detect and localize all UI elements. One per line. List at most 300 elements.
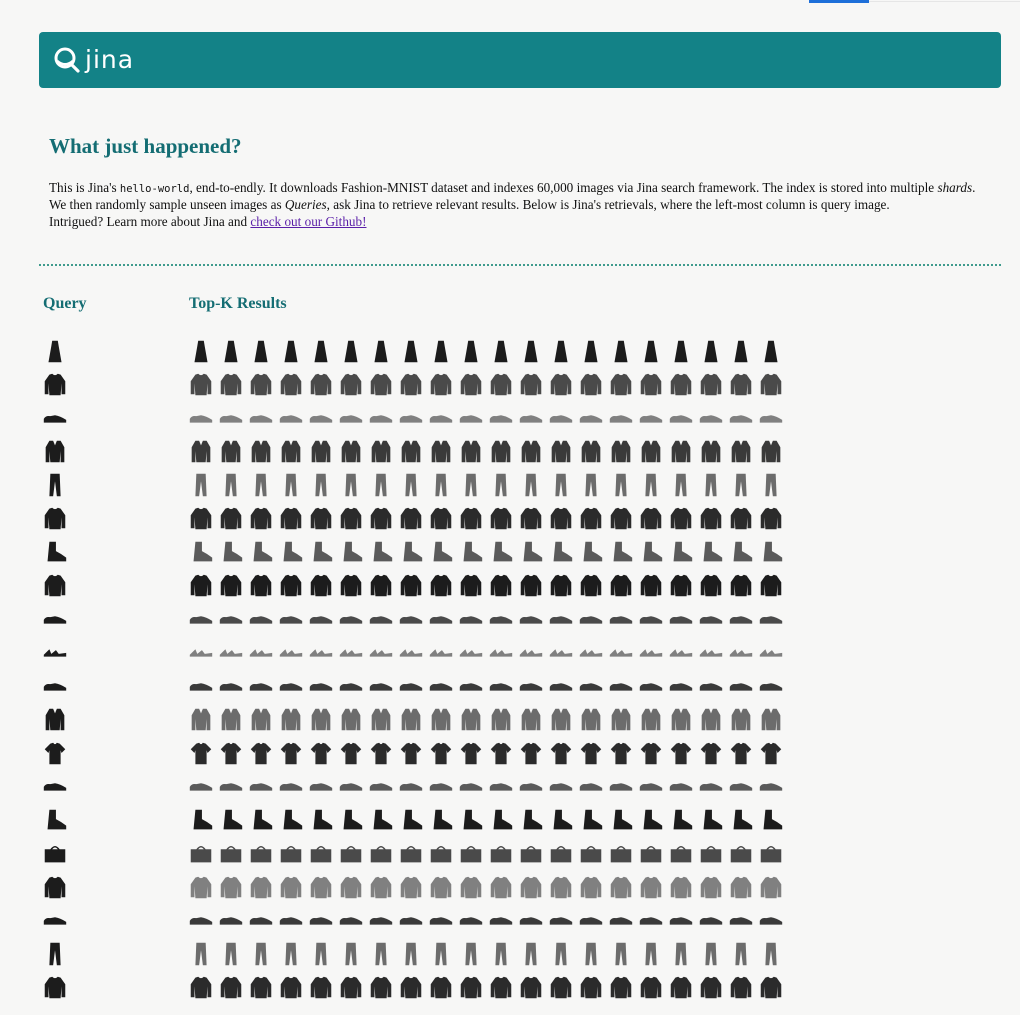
result-thumbnail-ankle-boot (546, 805, 576, 835)
result-thumbnail-pullover (546, 570, 576, 600)
result-thumbnail-trouser (756, 939, 786, 969)
result-thumbnail-sneaker (396, 403, 426, 433)
result-thumbnail-ankle-boot (396, 537, 426, 567)
result-thumbnail-pullover (486, 872, 516, 902)
result-thumbnail-pullover (186, 972, 216, 1002)
result-thumbnail-ankle-boot (186, 805, 216, 835)
result-thumbnail-pullover (486, 369, 516, 399)
query-row (40, 803, 70, 837)
result-thumbnail-sneaker (486, 403, 516, 433)
result-thumbnail-sneaker (636, 771, 666, 801)
result-thumbnail-sneaker (456, 403, 486, 433)
result-thumbnail-sneaker (606, 905, 636, 935)
result-thumbnail-dress (606, 336, 636, 366)
result-thumbnail-sneaker (186, 771, 216, 801)
result-thumbnail-coat (396, 704, 426, 734)
result-thumbnail-sandal (636, 637, 666, 667)
result-thumbnail-pullover (756, 570, 786, 600)
result-thumbnail-pullover (666, 369, 696, 399)
result-thumbnail-pullover (426, 503, 456, 533)
result-thumbnail-pullover (546, 369, 576, 399)
query-row (40, 971, 70, 1005)
result-thumbnail-sneaker (426, 905, 456, 935)
result-thumbnail-bag (666, 838, 696, 868)
result-thumbnail-sneaker (756, 905, 786, 935)
result-thumbnail-sneaker (606, 671, 636, 701)
result-thumbnail-pullover (276, 369, 306, 399)
result-thumbnail-coat (726, 436, 756, 466)
result-thumbnail-sneaker (366, 771, 396, 801)
query-row (40, 401, 70, 435)
result-thumbnail-shirt (516, 738, 546, 768)
result-row (186, 535, 786, 569)
result-thumbnail-pullover (636, 369, 666, 399)
result-thumbnail-pullover (336, 369, 366, 399)
result-thumbnail-sandal (576, 637, 606, 667)
result-thumbnail-sneaker (216, 403, 246, 433)
result-thumbnail-coat (636, 704, 666, 734)
result-thumbnail-pullover (186, 369, 216, 399)
result-thumbnail-sneaker (576, 671, 606, 701)
result-thumbnail-sneaker (696, 671, 726, 701)
result-thumbnail-pullover (516, 872, 546, 902)
result-thumbnail-shirt (576, 738, 606, 768)
result-thumbnail-sandal (186, 637, 216, 667)
result-thumbnail-bag (756, 838, 786, 868)
result-thumbnail-shirt (726, 738, 756, 768)
result-thumbnail-sandal (276, 637, 306, 667)
result-thumbnail-coat (696, 436, 726, 466)
result-thumbnail-pullover (576, 872, 606, 902)
result-thumbnail-ankle-boot (486, 537, 516, 567)
result-thumbnail-dress (336, 336, 366, 366)
result-thumbnail-coat (516, 704, 546, 734)
result-thumbnail-sneaker (366, 905, 396, 935)
result-thumbnail-trouser (276, 939, 306, 969)
result-thumbnail-coat (576, 436, 606, 466)
result-thumbnail-sneaker (426, 771, 456, 801)
query-thumbnail-sneaker (40, 604, 70, 634)
result-thumbnail-pullover (336, 570, 366, 600)
result-thumbnail-sneaker (516, 905, 546, 935)
result-thumbnail-shirt (366, 738, 396, 768)
query-thumbnail-pullover (40, 503, 70, 533)
result-thumbnail-sneaker (336, 905, 366, 935)
result-thumbnail-pullover (336, 872, 366, 902)
result-thumbnail-pullover (456, 972, 486, 1002)
result-thumbnail-bag (486, 838, 516, 868)
result-thumbnail-dress (186, 336, 216, 366)
result-thumbnail-bag (306, 838, 336, 868)
logo-text: jina (85, 44, 135, 74)
result-thumbnail-sneaker (576, 771, 606, 801)
result-thumbnail-sneaker (666, 771, 696, 801)
result-thumbnail-sneaker (306, 771, 336, 801)
query-thumbnail-sandal (40, 637, 70, 667)
result-thumbnail-bag (366, 838, 396, 868)
result-thumbnail-coat (396, 436, 426, 466)
result-thumbnail-pullover (696, 369, 726, 399)
results-grid (186, 334, 786, 1004)
result-thumbnail-sandal (486, 637, 516, 667)
query-row (40, 736, 70, 770)
query-row (40, 502, 70, 536)
query-row (40, 937, 70, 971)
result-thumbnail-pullover (576, 972, 606, 1002)
result-thumbnail-coat (366, 704, 396, 734)
result-thumbnail-sneaker (186, 403, 216, 433)
result-thumbnail-ankle-boot (726, 805, 756, 835)
query-row (40, 468, 70, 502)
query-thumbnail-coat (40, 436, 70, 466)
result-thumbnail-sneaker (696, 905, 726, 935)
result-thumbnail-trouser (546, 939, 576, 969)
result-thumbnail-sandal (756, 637, 786, 667)
result-thumbnail-sandal (696, 637, 726, 667)
result-thumbnail-pullover (636, 503, 666, 533)
result-thumbnail-ankle-boot (276, 537, 306, 567)
result-thumbnail-ankle-boot (216, 805, 246, 835)
query-thumbnail-pullover (40, 369, 70, 399)
result-thumbnail-ankle-boot (696, 805, 726, 835)
result-thumbnail-trouser (516, 939, 546, 969)
result-thumbnail-shirt (306, 738, 336, 768)
result-thumbnail-sneaker (606, 771, 636, 801)
result-thumbnail-dress (636, 336, 666, 366)
result-thumbnail-shirt (636, 738, 666, 768)
result-thumbnail-trouser (666, 939, 696, 969)
result-thumbnail-sneaker (726, 403, 756, 433)
result-row (186, 837, 786, 871)
result-thumbnail-sneaker (456, 671, 486, 701)
result-thumbnail-ankle-boot (306, 537, 336, 567)
result-thumbnail-pullover (426, 369, 456, 399)
result-thumbnail-sneaker (666, 403, 696, 433)
result-row (186, 669, 786, 703)
result-thumbnail-pullover (546, 872, 576, 902)
result-thumbnail-pullover (696, 872, 726, 902)
result-thumbnail-pullover (636, 570, 666, 600)
result-thumbnail-sandal (606, 637, 636, 667)
result-thumbnail-pullover (246, 503, 276, 533)
result-thumbnail-trouser (306, 939, 336, 969)
result-row (186, 435, 786, 469)
query-thumbnail-ankle-boot (40, 537, 70, 567)
result-thumbnail-ankle-boot (636, 805, 666, 835)
result-thumbnail-coat (666, 436, 696, 466)
result-row (186, 736, 786, 770)
result-thumbnail-pullover (186, 872, 216, 902)
jina-logo[interactable] (53, 46, 134, 74)
result-thumbnail-sneaker (486, 905, 516, 935)
result-thumbnail-trouser (486, 939, 516, 969)
result-thumbnail-sneaker (696, 604, 726, 634)
result-thumbnail-pullover (456, 369, 486, 399)
query-row (40, 535, 70, 569)
query-row (40, 870, 70, 904)
result-thumbnail-trouser (726, 939, 756, 969)
result-thumbnail-pullover (486, 972, 516, 1002)
result-thumbnail-pullover (486, 570, 516, 600)
github-link[interactable]: check out our Github! (250, 213, 367, 229)
result-thumbnail-pullover (516, 503, 546, 533)
result-thumbnail-pullover (606, 972, 636, 1002)
result-thumbnail-dress (576, 336, 606, 366)
result-thumbnail-pullover (636, 872, 666, 902)
result-thumbnail-pullover (666, 570, 696, 600)
result-thumbnail-pullover (366, 570, 396, 600)
result-thumbnail-sneaker (366, 403, 396, 433)
result-thumbnail-bag (336, 838, 366, 868)
result-thumbnail-pullover (576, 503, 606, 533)
result-thumbnail-sneaker (576, 604, 606, 634)
result-row (186, 870, 786, 904)
query-thumbnail-shirt (40, 738, 70, 768)
result-thumbnail-pullover (276, 570, 306, 600)
result-thumbnail-sneaker (186, 604, 216, 634)
queries-term: Queries (284, 197, 327, 213)
result-thumbnail-dress (276, 336, 306, 366)
result-thumbnail-sneaker (366, 671, 396, 701)
query-thumbnail-pullover (40, 872, 70, 902)
result-thumbnail-pullover (726, 972, 756, 1002)
intro-text-1: This is Jina's (49, 180, 120, 195)
result-thumbnail-ankle-boot (636, 537, 666, 567)
result-thumbnail-pullover (696, 972, 726, 1002)
result-thumbnail-trouser (426, 470, 456, 500)
result-thumbnail-bag (546, 838, 576, 868)
query-row (40, 904, 70, 938)
result-thumbnail-trouser (246, 470, 276, 500)
result-thumbnail-sneaker (456, 604, 486, 634)
result-thumbnail-trouser (336, 939, 366, 969)
result-thumbnail-ankle-boot (306, 805, 336, 835)
result-thumbnail-ankle-boot (516, 537, 546, 567)
result-thumbnail-shirt (186, 738, 216, 768)
query-thumbnail-trouser (40, 939, 70, 969)
result-thumbnail-trouser (456, 939, 486, 969)
result-thumbnail-pullover (216, 570, 246, 600)
result-thumbnail-pullover (216, 503, 246, 533)
result-thumbnail-pullover (306, 570, 336, 600)
result-row (186, 334, 786, 368)
result-thumbnail-ankle-boot (696, 537, 726, 567)
result-thumbnail-sneaker (396, 771, 426, 801)
result-thumbnail-sneaker (246, 403, 276, 433)
result-thumbnail-pullover (756, 369, 786, 399)
result-thumbnail-pullover (306, 369, 336, 399)
result-thumbnail-coat (696, 704, 726, 734)
result-thumbnail-pullover (216, 872, 246, 902)
result-thumbnail-pullover (636, 972, 666, 1002)
result-thumbnail-trouser (696, 939, 726, 969)
result-thumbnail-pullover (216, 972, 246, 1002)
result-thumbnail-ankle-boot (456, 537, 486, 567)
query-column-header: Query (43, 295, 87, 312)
result-thumbnail-sneaker (606, 604, 636, 634)
result-thumbnail-trouser (726, 470, 756, 500)
query-row (40, 770, 70, 804)
result-thumbnail-pullover (456, 872, 486, 902)
section-divider (39, 264, 1001, 266)
result-thumbnail-dress (516, 336, 546, 366)
result-thumbnail-sneaker (426, 671, 456, 701)
result-thumbnail-sneaker (246, 905, 276, 935)
result-row (186, 803, 786, 837)
result-thumbnail-sneaker (216, 671, 246, 701)
result-thumbnail-pullover (396, 503, 426, 533)
result-thumbnail-trouser (396, 470, 426, 500)
query-row (40, 669, 70, 703)
result-thumbnail-coat (186, 704, 216, 734)
result-thumbnail-coat (666, 704, 696, 734)
result-row (186, 770, 786, 804)
shards-term: shards (937, 180, 973, 195)
query-thumbnail-ankle-boot (40, 805, 70, 835)
result-thumbnail-pullover (366, 972, 396, 1002)
result-thumbnail-pullover (396, 570, 426, 600)
result-thumbnail-coat (276, 704, 306, 734)
result-thumbnail-trouser (456, 470, 486, 500)
result-thumbnail-sneaker (246, 771, 276, 801)
result-thumbnail-sandal (726, 637, 756, 667)
result-thumbnail-ankle-boot (246, 537, 276, 567)
result-thumbnail-coat (516, 436, 546, 466)
query-row (40, 602, 70, 636)
result-thumbnail-sneaker (546, 771, 576, 801)
result-thumbnail-ankle-boot (576, 805, 606, 835)
result-thumbnail-sandal (216, 637, 246, 667)
result-thumbnail-bag (426, 838, 456, 868)
result-thumbnail-pullover (666, 872, 696, 902)
result-thumbnail-pullover (696, 503, 726, 533)
result-thumbnail-shirt (426, 738, 456, 768)
result-thumbnail-pullover (516, 972, 546, 1002)
result-thumbnail-trouser (756, 470, 786, 500)
result-thumbnail-sneaker (396, 905, 426, 935)
result-thumbnail-ankle-boot (756, 537, 786, 567)
result-row (186, 468, 786, 502)
result-thumbnail-pullover (726, 872, 756, 902)
result-thumbnail-pullover (216, 369, 246, 399)
result-row (186, 502, 786, 536)
result-thumbnail-bag (606, 838, 636, 868)
result-thumbnail-sandal (366, 637, 396, 667)
result-thumbnail-sneaker (636, 604, 666, 634)
result-thumbnail-dress (756, 336, 786, 366)
browser-top-line (869, 1, 1020, 2)
result-thumbnail-sandal (306, 637, 336, 667)
query-thumbnail-pullover (40, 570, 70, 600)
result-row (186, 703, 786, 737)
page-title: What just happened? (49, 134, 242, 158)
result-thumbnail-sneaker (216, 604, 246, 634)
intro-text-3: . We then randomly sample unseen images as (49, 180, 976, 213)
result-thumbnail-dress (726, 336, 756, 366)
result-thumbnail-shirt (486, 738, 516, 768)
result-thumbnail-sneaker (696, 771, 726, 801)
result-thumbnail-sneaker (726, 671, 756, 701)
result-thumbnail-shirt (756, 738, 786, 768)
result-thumbnail-pullover (546, 972, 576, 1002)
result-thumbnail-dress (696, 336, 726, 366)
result-thumbnail-dress (486, 336, 516, 366)
result-thumbnail-pullover (306, 972, 336, 1002)
result-thumbnail-sandal (546, 637, 576, 667)
result-thumbnail-pullover (396, 972, 426, 1002)
result-thumbnail-pullover (366, 503, 396, 533)
result-thumbnail-pullover (576, 570, 606, 600)
result-thumbnail-ankle-boot (756, 805, 786, 835)
result-thumbnail-trouser (366, 470, 396, 500)
result-thumbnail-dress (426, 336, 456, 366)
result-thumbnail-dress (216, 336, 246, 366)
result-thumbnail-ankle-boot (216, 537, 246, 567)
result-thumbnail-pullover (516, 570, 546, 600)
result-row (186, 904, 786, 938)
result-thumbnail-bag (726, 838, 756, 868)
result-thumbnail-sneaker (396, 604, 426, 634)
result-row (186, 368, 786, 402)
result-thumbnail-sneaker (636, 403, 666, 433)
query-thumbnail-dress (40, 336, 70, 366)
result-thumbnail-ankle-boot (606, 537, 636, 567)
result-thumbnail-sneaker (576, 403, 606, 433)
result-thumbnail-pullover (366, 872, 396, 902)
result-thumbnail-pullover (756, 872, 786, 902)
query-thumbnail-trouser (40, 470, 70, 500)
result-thumbnail-pullover (396, 369, 426, 399)
result-thumbnail-sneaker (726, 604, 756, 634)
result-thumbnail-pullover (606, 872, 636, 902)
result-thumbnail-sneaker (186, 671, 216, 701)
result-thumbnail-sneaker (516, 403, 546, 433)
result-thumbnail-coat (336, 704, 366, 734)
hello-world-code: hello-world (119, 183, 190, 195)
result-thumbnail-ankle-boot (426, 805, 456, 835)
result-thumbnail-dress (366, 336, 396, 366)
result-thumbnail-sneaker (336, 604, 366, 634)
result-thumbnail-trouser (576, 470, 606, 500)
query-row (40, 368, 70, 402)
result-thumbnail-sneaker (216, 905, 246, 935)
result-thumbnail-trouser (396, 939, 426, 969)
result-thumbnail-sneaker (636, 905, 666, 935)
result-thumbnail-sneaker (726, 905, 756, 935)
header-bar (39, 32, 1001, 88)
query-row (40, 569, 70, 603)
result-thumbnail-sandal (426, 637, 456, 667)
result-thumbnail-coat (456, 436, 486, 466)
result-thumbnail-pullover (696, 570, 726, 600)
result-thumbnail-coat (576, 704, 606, 734)
result-thumbnail-sneaker (456, 905, 486, 935)
result-thumbnail-pullover (606, 369, 636, 399)
result-thumbnail-ankle-boot (246, 805, 276, 835)
result-thumbnail-ankle-boot (366, 537, 396, 567)
result-thumbnail-bag (516, 838, 546, 868)
result-thumbnail-sneaker (246, 671, 276, 701)
result-thumbnail-trouser (606, 939, 636, 969)
result-thumbnail-dress (396, 336, 426, 366)
result-thumbnail-coat (546, 704, 576, 734)
result-thumbnail-shirt (456, 738, 486, 768)
result-thumbnail-pullover (486, 503, 516, 533)
result-thumbnail-ankle-boot (366, 805, 396, 835)
result-thumbnail-sneaker (546, 905, 576, 935)
result-thumbnail-bag (276, 838, 306, 868)
result-thumbnail-sneaker (426, 604, 456, 634)
